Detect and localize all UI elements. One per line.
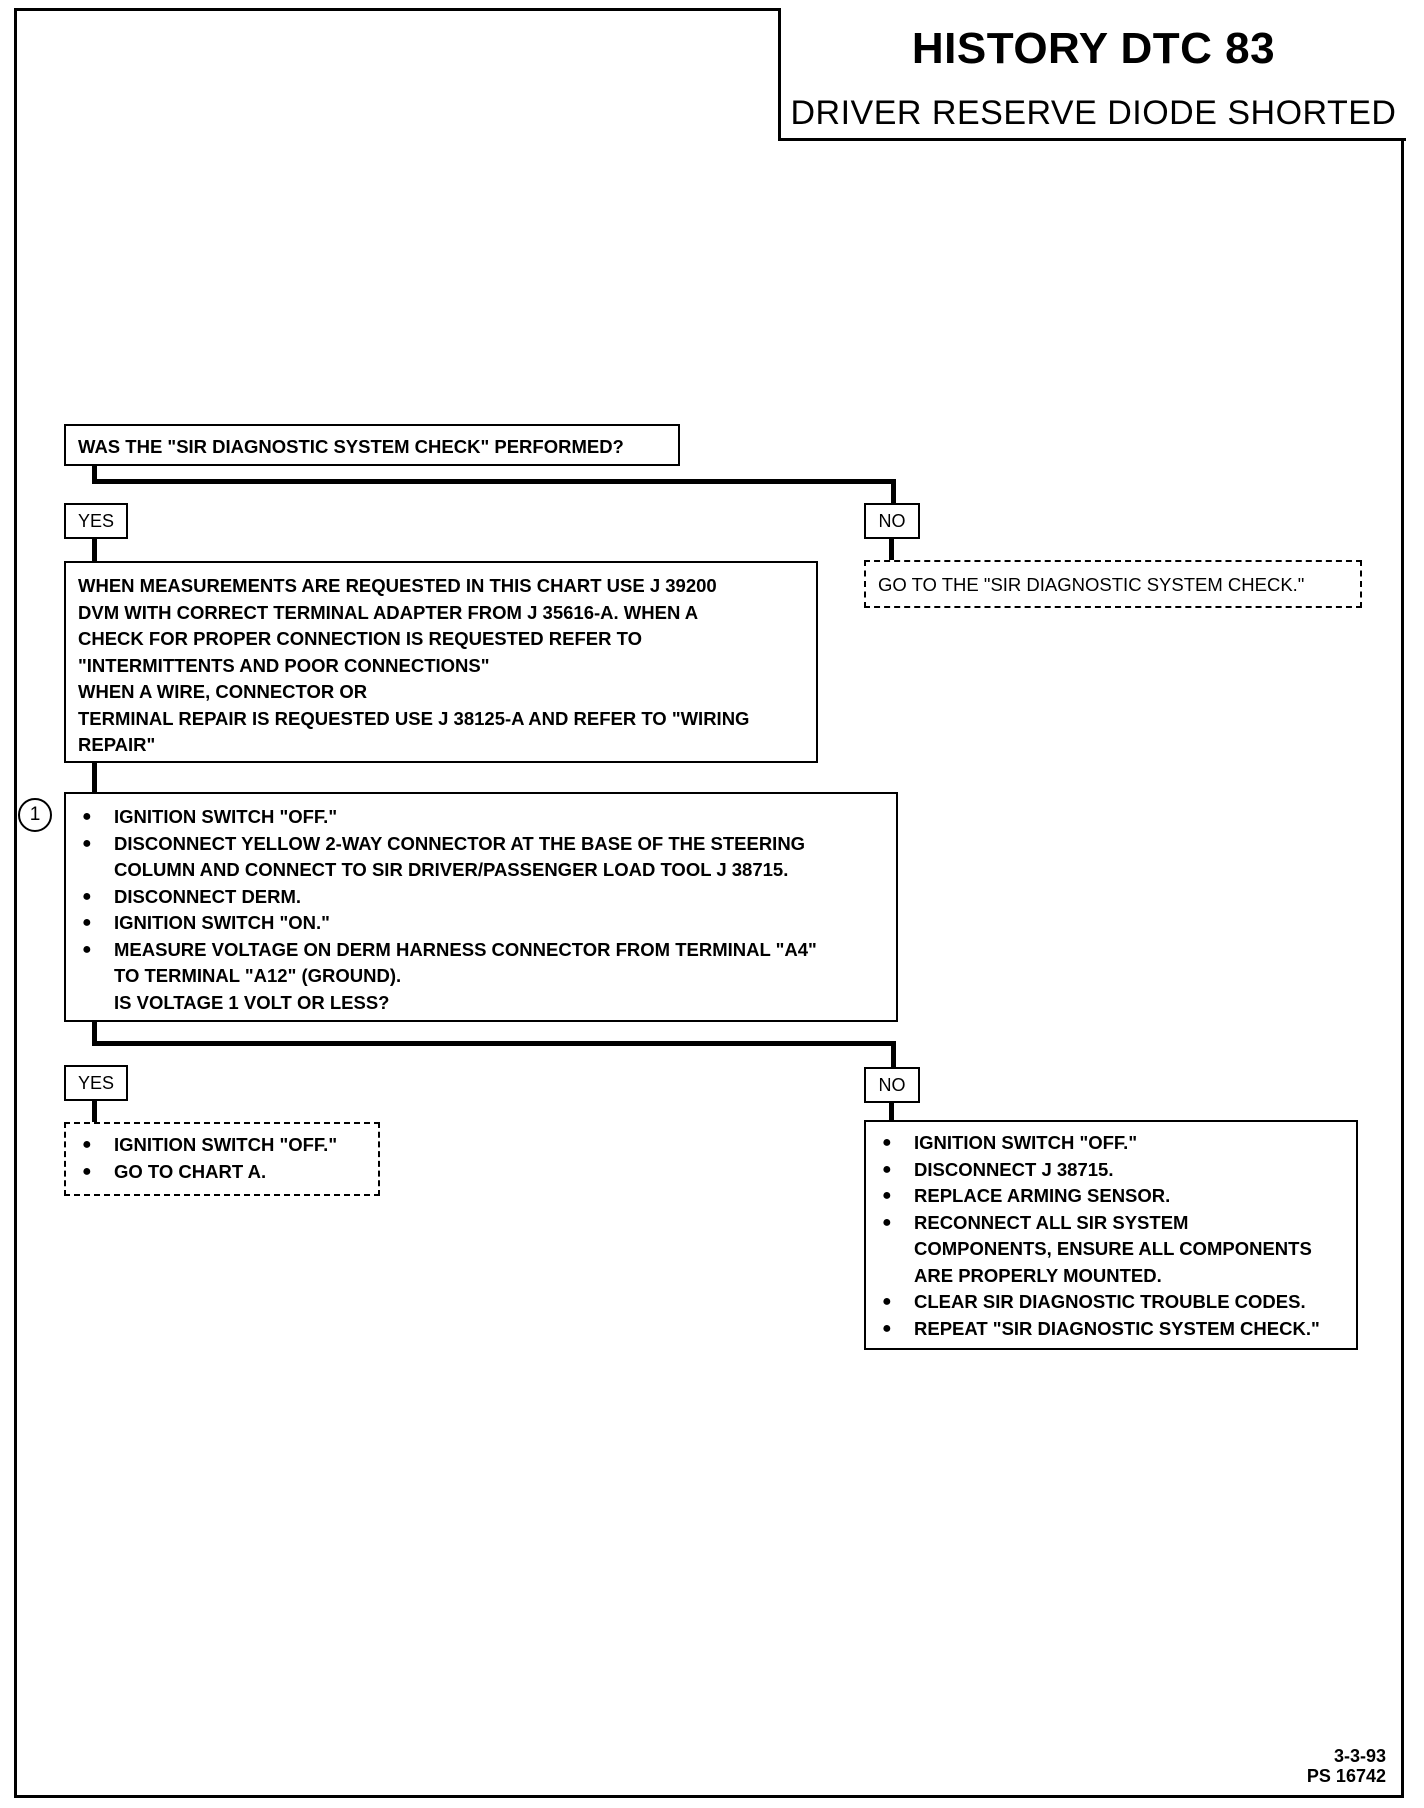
bullet-icon: ● (82, 834, 92, 852)
info-line: WHEN A WIRE, CONNECTOR OR (78, 681, 368, 702)
info-line: CHECK FOR PROPER CONNECTION IS REQUESTED REFER TO (78, 628, 642, 649)
info-line: DVM WITH CORRECT TERMINAL ADAPTER FROM J 35616-A. WHEN A (78, 601, 699, 623)
step-bullet-item (74, 831, 888, 884)
connector-branch1-h (92, 479, 896, 484)
branch2-no-label (864, 1067, 920, 1103)
step-bullet-line: IGNITION SWITCH "OFF." (114, 806, 338, 827)
connector-branch1-right (891, 479, 896, 504)
info-box (64, 561, 818, 763)
question-box (64, 424, 680, 466)
connector-yes2-down (92, 1101, 97, 1123)
no-action-2-line: IGNITION SWITCH "OFF." (914, 1132, 1138, 1153)
question-text: WAS THE "SIR DIAGNOSTIC SYSTEM CHECK" PERFORMED? (78, 436, 624, 457)
no-action-2-line: CLEAR SIR DIAGNOSTIC TROUBLE CODES. (914, 1291, 1306, 1312)
bullet-icon: ● (82, 808, 92, 825)
no-action-2-line: REPEAT "SIR DIAGNOSTIC SYSTEM CHECK." (914, 1317, 1320, 1339)
page-title: HISTORY DTC 83 (911, 24, 1276, 73)
no-action-2-item (874, 1210, 1348, 1290)
no-action-2-item (874, 1130, 1348, 1157)
info-line: "INTERMITTENTS AND POOR CONNECTIONS" (78, 654, 490, 676)
step-bullet-line: MEASURE VOLTAGE ON DERM HARNESS CONNECTOR FROM TERMINAL "A4" (114, 938, 817, 960)
step-bullet-item (74, 804, 888, 831)
footer-date: 3-3-93 (1333, 1746, 1386, 1766)
step-number-text: 1 (29, 804, 41, 825)
step-box (64, 792, 898, 1022)
yes-action-2-line: IGNITION SWITCH "OFF." (114, 1134, 338, 1155)
page-subtitle: DRIVER RESERVE DIODE SHORTED (790, 94, 1397, 132)
branch1-yes-label (64, 503, 128, 539)
bullet-icon: ● (82, 1162, 92, 1180)
bullet-icon: ● (882, 1293, 892, 1310)
title-block (778, 8, 1406, 141)
branch1-yes-text: YES (77, 511, 115, 531)
branch2-yes-text: YES (77, 1073, 115, 1093)
bullet-icon: ● (882, 1213, 892, 1231)
yes-action-2-item (74, 1132, 370, 1159)
branch2-no-text: NO (878, 1075, 906, 1095)
info-line: REPAIR" (78, 734, 156, 755)
yes-action-2-item (74, 1159, 370, 1186)
no-action-2-line: REPLACE ARMING SENSOR. (914, 1185, 1171, 1206)
step-bullet-line: COLUMN AND CONNECT TO SIR DRIVER/PASSENGER LOAD TOOL J 38715. (114, 859, 789, 880)
no-action-2-list (874, 1130, 1348, 1342)
branch1-no-label (864, 503, 920, 539)
no-action-box-1 (864, 560, 1362, 608)
connector-no1-down (889, 539, 894, 561)
info-line: TERMINAL REPAIR IS REQUESTED USE J 38125-A AND REFER TO "WIRING (78, 707, 750, 729)
step-bullet-list (74, 804, 888, 1016)
step-bullet-item (74, 884, 888, 911)
step-bullet-item (74, 937, 888, 1017)
step-number-badge (18, 798, 52, 832)
no-action-2-item (874, 1183, 1348, 1210)
bullet-icon: ● (82, 940, 92, 958)
connector-branch2-right (891, 1041, 896, 1068)
no-action-2-line: RECONNECT ALL SIR SYSTEM (914, 1211, 1189, 1233)
branch1-no-text: NO (878, 511, 906, 531)
connector-step-down (92, 1022, 97, 1042)
bullet-icon: ● (82, 914, 92, 931)
yes-action-box-2 (64, 1122, 380, 1196)
no-action-2-item (874, 1289, 1348, 1316)
yes-action-2-line: GO TO CHART A. (114, 1160, 267, 1182)
no-action-2-line: DISCONNECT J 38715. (914, 1158, 1114, 1180)
step-bullet-line: DISCONNECT DERM. (114, 885, 302, 907)
bullet-icon: ● (882, 1187, 892, 1204)
step-bullet-line: IGNITION SWITCH "ON." (114, 912, 330, 933)
footer-reference (1307, 1746, 1386, 1786)
yes-action-2-list (74, 1132, 370, 1185)
no-action-box-2 (864, 1120, 1358, 1350)
no-action-2-item (874, 1316, 1348, 1343)
info-line: WHEN MEASUREMENTS ARE REQUESTED IN THIS CHART USE J 39200 (78, 575, 717, 596)
connector-info-down (92, 763, 97, 793)
step-bullet-line: DISCONNECT YELLOW 2-WAY CONNECTOR AT THE BASE OF THE STEERING (114, 832, 806, 854)
no-action-1-text: GO TO THE "SIR DIAGNOSTIC SYSTEM CHECK." (878, 574, 1305, 595)
step-bullet-line: IS VOLTAGE 1 VOLT OR LESS? (114, 991, 390, 1013)
connector-yes1-down (92, 539, 97, 561)
bullet-icon: ● (82, 887, 92, 905)
bullet-icon: ● (82, 1136, 92, 1153)
bullet-icon: ● (882, 1160, 892, 1178)
step-bullet-item (74, 910, 888, 937)
connector-no2-down (889, 1103, 894, 1121)
no-action-2-line: COMPONENTS, ENSURE ALL COMPONENTS (914, 1238, 1312, 1259)
no-action-2-item (874, 1157, 1348, 1184)
step-bullet-line: TO TERMINAL "A12" (GROUND). (114, 965, 402, 986)
footer-ref-number: PS 16742 (1306, 1766, 1386, 1786)
bullet-icon: ● (882, 1134, 892, 1151)
bullet-icon: ● (882, 1319, 892, 1337)
connector-branch2-h (92, 1041, 896, 1046)
no-action-2-line: ARE PROPERLY MOUNTED. (914, 1264, 1162, 1286)
branch2-yes-label (64, 1065, 128, 1101)
